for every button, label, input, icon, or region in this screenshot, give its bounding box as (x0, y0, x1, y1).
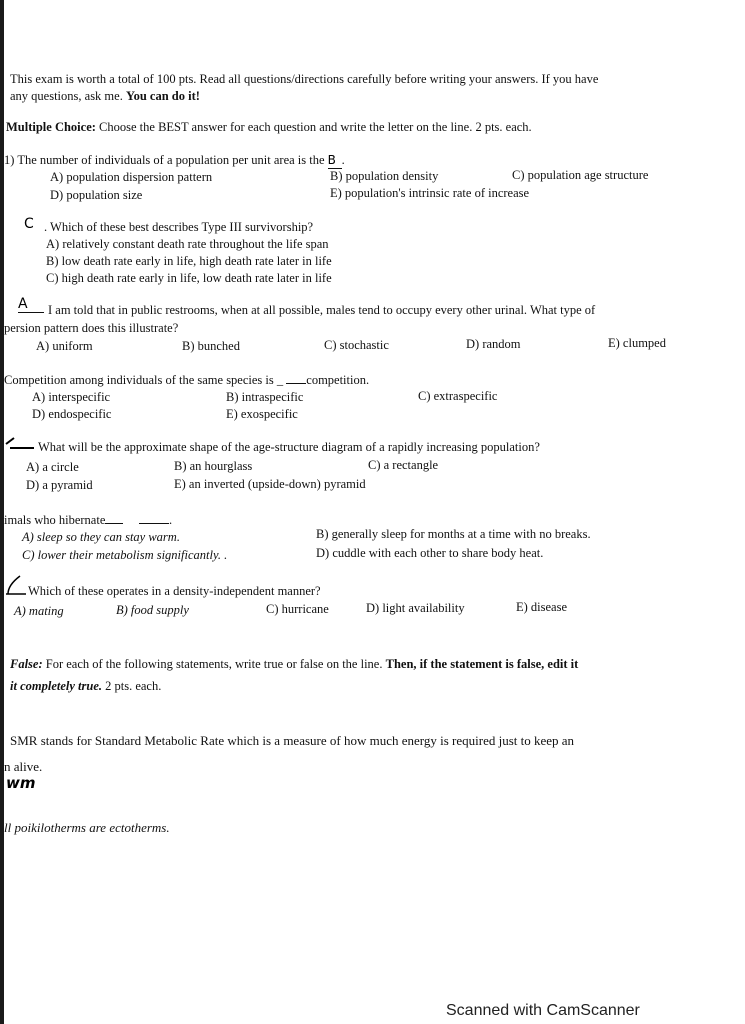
tf1-line-1: SMR stands for Standard Metabolic Rate which is a measure of how much energy is required just to keep an (10, 733, 575, 748)
q3-option-d: D) random (466, 337, 521, 351)
q7-option-d: D) light availability (366, 601, 465, 615)
q1-answer: B (328, 152, 342, 169)
q5-option-d: D) a pyramid (26, 478, 93, 492)
q3-option-b: B) bunched (182, 339, 240, 353)
q3-answer: A (18, 296, 44, 313)
q7-stem: Which of these operates in a density-independent manner? (28, 584, 321, 598)
q1-option-e: E) population's intrinsic rate of increase (330, 186, 530, 200)
q6-option-d: D) cuddle with each other to share body heat. (316, 546, 544, 560)
q3-option-c: C) stochastic (324, 338, 389, 352)
q4-option-e: E) exospecific (226, 407, 298, 421)
q5-answer-mark (4, 434, 38, 454)
q5-option-c: C) a rectangle (368, 458, 439, 472)
intro-line-2: any questions, ask me. You can do it! (10, 89, 200, 103)
q4-option-d: D) endospecific (32, 407, 112, 421)
q5-stem: What will be the approximate shape of the age-structure diagram of a rapidly increasing population? (38, 440, 540, 454)
scanner-watermark: Scanned with CamScanner (446, 1002, 640, 1019)
q7-option-a: A) mating (14, 604, 64, 618)
q2-option-b: B) low death rate early in life, high death rate later in life (46, 254, 332, 268)
q7-option-e: E) disease (516, 600, 568, 614)
q4-option-b: B) intraspecific (226, 390, 304, 404)
q1-stem: 1) The number of individuals of a population per unit area is the B . (4, 153, 345, 167)
q2-option-a: A) relatively constant death rate throughout the life span (46, 237, 329, 251)
q3-option-a: A) uniform (36, 339, 93, 353)
tf-header-line-1: False: For each of the following statements, write true or false on the line. Then, if the statement is false, edit it (10, 657, 579, 671)
tf-header-line-2: it completely true. 2 pts. each. (10, 679, 162, 693)
q7-option-c: C) hurricane (266, 602, 329, 616)
mc-header: Multiple Choice: Choose the BEST answer for each question and write the letter on the line. 2 pts. each. (6, 120, 532, 134)
q3-option-e: E) clumped (608, 336, 666, 350)
q1-option-a: A) population dispersion pattern (50, 170, 213, 184)
tf1-line-2: n alive. (4, 759, 43, 774)
tf1-handwriting: wm (6, 774, 36, 792)
q5-option-e: E) an inverted (upside-down) pyramid (174, 477, 366, 491)
q3-stem-2: persion pattern does this illustrate? (4, 321, 179, 335)
tf2-statement: ll poikilotherms are ectotherms. (4, 820, 170, 835)
q2-option-c: C) high death rate early in life, low death rate later in life (46, 271, 332, 285)
q1-option-d: D) population size (50, 188, 143, 202)
q2-answer: C (24, 216, 34, 232)
q4-option-a: A) interspecific (32, 390, 111, 404)
q1-option-b: B) population density (330, 169, 439, 183)
q3-stem: I am told that in public restrooms, when at all possible, males tend to occupy every other urinal. What type of (48, 303, 596, 317)
q6-option-c: C) lower their metabolism significantly. . (22, 548, 228, 562)
q5-option-b: B) an hourglass (174, 459, 253, 473)
q6-option-b: B) generally sleep for months at a time with no breaks. (316, 527, 591, 541)
intro-line-1: This exam is worth a total of 100 pts. Read all questions/directions carefully before writing your answers. If you have (10, 72, 599, 86)
q4-stem: Competition among individuals of the same species is _ competition. (4, 373, 370, 387)
q5-option-a: A) a circle (26, 460, 79, 474)
q4-option-c: C) extraspecific (418, 389, 498, 403)
q2-stem: . Which of these best describes Type III survivorship? (44, 220, 314, 234)
q6-option-a: A) sleep so they can stay warm. (22, 530, 180, 544)
q7-answer-mark (4, 574, 28, 596)
q1-option-c: C) population age structure (512, 168, 649, 182)
q6-stem: imals who hibernate . (4, 513, 173, 527)
q7-option-b: B) food supply (116, 603, 189, 617)
